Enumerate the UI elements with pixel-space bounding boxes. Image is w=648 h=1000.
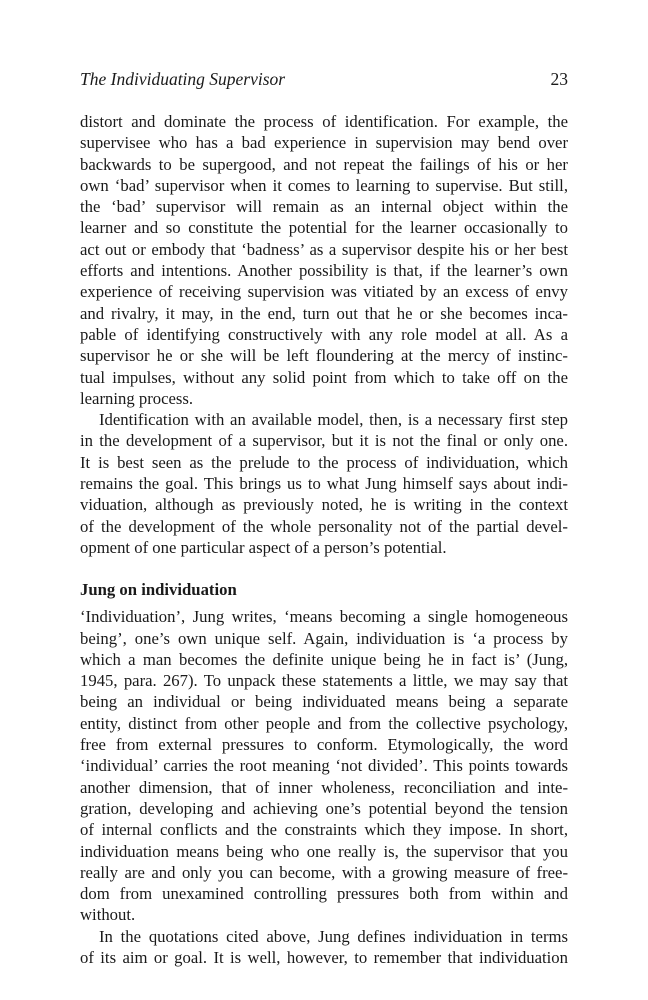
text-line: opment of one particular aspect of a person’s potential. [80,537,447,557]
text-line: free from external pressures to conform. Etymologically, the word [80,735,568,755]
text-line: distort and dominate the process of identification. For example, the [80,112,568,131]
text-line: supervisee who has a bad experience in supervision may bend over [80,133,568,153]
body-text [80,111,568,968]
text-line: of its aim or goal. It is well, however, to remember that individuation [80,947,568,967]
text-line: of internal conflicts and the constraints which they impose. In short, [80,820,568,840]
text-line: tual impulses, without any solid point from which to take off on the [80,367,568,387]
text-line: viduation, although as previously noted, he is writing in the context [80,495,568,515]
text-line: which a man becomes the definite unique being he in fact is’ (Jung, [80,649,568,669]
text-line: the ‘bad’ supervisor will remain as an internal object within the [80,197,568,217]
running-title: The Individuating Supervisor [80,69,286,89]
text-line: act out or embody that ‘badness’ as a supervisor despite his or her best [80,239,568,259]
text-line: another dimension, that of inner wholeness, reconciliation and inte- [80,777,568,797]
text-line: learning process. [80,388,194,408]
text-line: entity, distinct from other people and from the collective psychology, [80,713,568,733]
text-line: being an individual or being individuated means being a separate [80,692,568,712]
text-line: being’, one’s own unique self. Again, individuation is ‘a process by [80,628,568,648]
text-line: ‘Individuation’, Jung writes, ‘means becoming a single homogeneous [80,607,568,627]
text-line: individuation means being who one really is, the supervisor that you [80,841,568,861]
text-line: dom from unexamined controlling pressures both from within and [80,884,568,904]
text-line: experience of receiving supervision was vitiated by an excess of envy [80,282,568,302]
text-line: own ‘bad’ supervisor when it comes to learning to supervise. But still, [80,175,568,195]
section-heading: Jung on individuation [80,580,237,600]
text-line: backwards to be supergood, and not repeat the failings of his or her [80,154,568,174]
text-line: remains the goal. This brings us to what Jung himself says about indi- [80,474,568,494]
text-line: in the development of a supervisor, but it is not the final or only one. [80,431,568,451]
page-number: 23 [550,69,568,89]
text-line: without. [80,905,136,925]
paragraph [80,111,568,409]
text-line: supervisor he or she will be left floundering at the mercy of instinc- [80,346,568,366]
text-line: In the quotations cited above, Jung defines individuation in terms [99,926,568,946]
text-line: gration, developing and achieving one’s potential beyond the tension [80,798,568,818]
paragraph [80,409,568,558]
text-line: 1945, para. 267). To unpack these statements a little, we may say that [80,671,568,691]
text-line: learner and so constitute the potential for the learner occasionally to [80,218,568,238]
text-line: of the development of the whole personality not of the partial devel- [80,516,568,536]
paragraph [80,606,568,925]
text-line: ‘individual’ carries the root meaning ‘not divided’. This points towards [80,756,568,776]
running-head [80,68,568,90]
text-line: Identification with an available model, then, is a necessary first step [99,410,568,430]
paragraph [80,926,568,969]
text-line: It is best seen as the prelude to the process of individuation, which [80,452,568,472]
text-line: really are and only you can become, with a growing measure of free- [80,862,568,882]
text-line: pable of identifying constructively with any role model at all. As a [80,324,568,344]
text-line: and rivalry, it may, in the end, turn out that he or she becomes inca- [80,303,568,323]
text-line: efforts and intentions. Another possibility is that, if the learner’s own [80,261,568,281]
